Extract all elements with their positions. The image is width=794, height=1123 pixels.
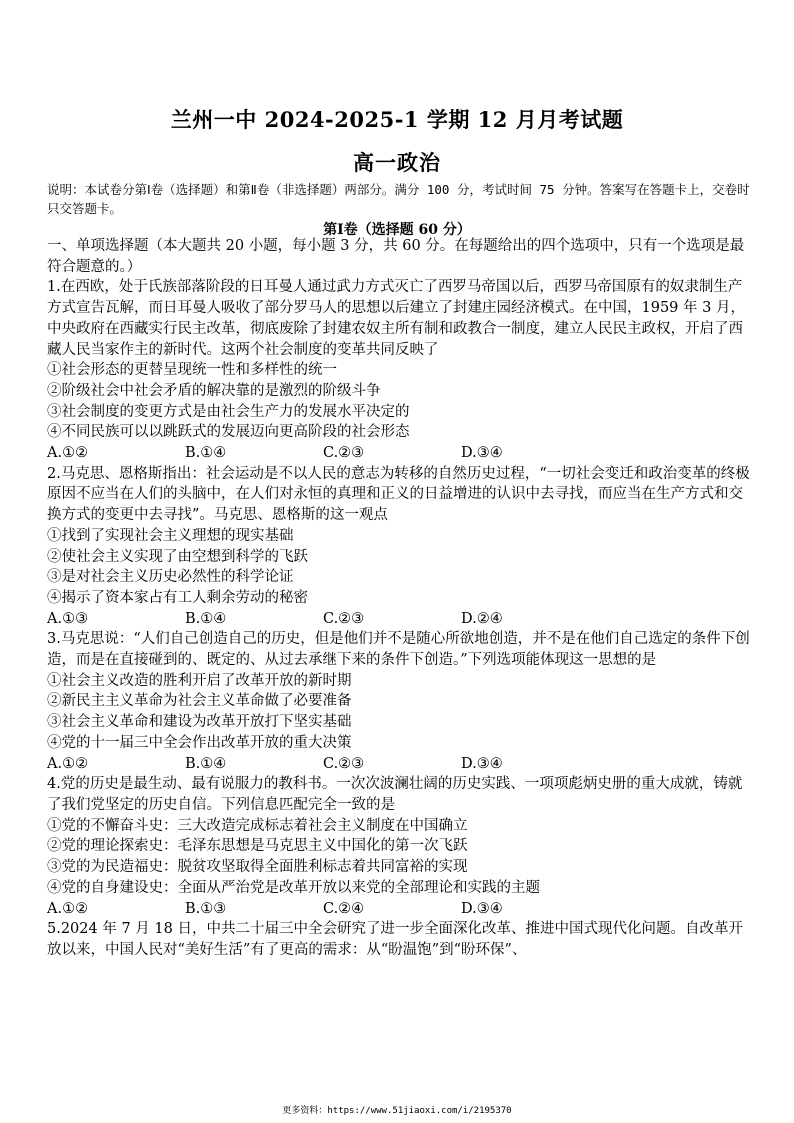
question-1 [47,277,753,463]
statement: ②党的理论探索史：毛泽东思想是马克思主义中国化的第一次飞跃 [47,838,468,855]
statement: ③党的为民造福史：脱贫攻坚取得全面胜利标志着共同富裕的实现 [47,859,468,876]
option-d: D.③④ [461,445,503,462]
option-c: C.②③ [323,755,365,772]
statement: ①社会主义改造的胜利开启了改革开放的新时期 [47,672,352,689]
question-stem: 5.2024 年 7 月 18 日，中共二十届三中全会研究了进一步全面深化改革、推进中国式现代化问题。自改革开放以来，中国人民对“美好生活”有了更高的需求：从“盼温饱”到“盼环保”、 [47,921,743,958]
option-c: C.②③ [323,610,365,627]
answer-options [47,899,753,920]
answer-options [47,609,753,630]
statement: ④揭示了资本家占有工人剩余劳动的秘密 [47,589,308,606]
exam-title: 兰州一中 2024-2025-1 学期 12 月月考试题 [170,107,624,132]
statement: ③社会主义革命和建设为改革开放打下坚实基础 [47,714,352,731]
statement: ①党的不懈奋斗史：三大改造完成标志着社会主义制度在中国确立 [47,817,468,834]
option-b: B.①④ [185,445,227,462]
statement: ②新民主主义革命为社会主义革命做了必要准备 [47,693,352,710]
option-a: A.①② [47,445,89,462]
section-title: 第Ⅰ卷（选择题 60 分） [323,222,471,238]
answer-options [47,443,753,464]
footer-link[interactable]: 更多资料：https://www.51jiaoxi.com/i/2195370 [282,1106,512,1116]
question-body [47,236,753,961]
statement: ②阶级社会中社会矛盾的解决靠的是激烈的阶级斗争 [47,382,381,399]
question-5 [47,919,753,960]
exam-subject: 高一政治 [353,150,441,175]
option-c: C.②③ [323,445,365,462]
statement: ④不同民族可以以跳跃式的发展迈向更高阶段的社会形态 [47,424,410,441]
option-c: C.②④ [323,900,365,917]
question-3 [47,629,753,774]
question-stem: 4.党的历史是最生动、最有说服力的教科书。一次次波澜壮阔的历史实践、一项项彪炳史册的重大成就，铸就了我们党坚定的历史自信。下列信息匹配完全一致的是 [47,776,743,813]
statement: ③社会制度的变更方式是由社会生产力的发展水平决定的 [47,403,410,420]
statement: ④党的十一届三中全会作出改革开放的重大决策 [47,734,352,751]
statement: ④党的自身建设史：全面从严治党是改革开放以来党的全部理论和实践的主题 [47,879,540,896]
option-d: D.②④ [461,610,503,627]
option-b: B.①③ [185,900,227,917]
question-stem: 2.马克思、恩格斯指出：社会运动是不以人民的意志为转移的自然历史过程，“一切社会变迁和政治变革的终极原因不应当在人们的头脑中，在人们对永恒的真理和正义的日益增进的认识中去寻找，而应当在生产方式和交换方式的变更中去寻找”。马克思、恩格斯的这一观点 [47,465,750,524]
question-stem: 1.在西欧，处于氏族部落阶段的日耳曼人通过武力方式灭亡了西罗马帝国以后，西罗马帝国原有的奴隶制生产方式宣告瓦解，而日耳曼人吸收了部分罗马人的思想以后建立了封建庄园经济模式。在中国，1959 年 3 月，中央政府在西藏实行民主改革，彻底废除了封建农奴主所有制和政教合一制度，建立人民民主政权，开启了西藏人民当家作主的新时代。这两个社会制度的变革共同反映了 [47,279,745,358]
question-4 [47,774,753,919]
section-instruction: 一、单项选择题（本大题共 20 小题，每小题 3 分，共 60 分。在每题给出的四个选项中，只有一个选项是最符合题意的。） [47,238,745,275]
question-2 [47,464,753,630]
question-stem: 3.马克思说：“人们自己创造自己的历史，但是他们并不是随心所欲地创造，并不是在他们自己选定的条件下创造，而是在直接碰到的、既定的、从过去承继下来的条件下创造。”下列选项能体现这一思想的是 [47,631,750,669]
option-a: A.①② [47,755,89,772]
exam-instructions: 说明：本试卷分第Ⅰ卷（选择题）和第Ⅱ卷（非选择题）两部分。满分 100 分，考试时间 75 分钟。答案写在答题卡上，交卷时只交答题卡。 [47,182,750,216]
option-b: B.①④ [185,610,227,627]
statement: ①找到了实现社会主义理想的现实基础 [47,527,294,544]
answer-options [47,754,753,775]
option-a: A.①② [47,900,89,917]
option-d: D.③④ [461,900,503,917]
statement: ②使社会主义实现了由空想到科学的飞跃 [47,548,308,565]
option-d: D.③④ [461,755,503,772]
statement: ①社会形态的更替呈现统一性和多样性的统一 [47,362,337,379]
option-a: A.①③ [47,610,89,627]
statement: ③是对社会主义历史必然性的科学论证 [47,569,294,586]
option-b: B.①④ [185,755,227,772]
